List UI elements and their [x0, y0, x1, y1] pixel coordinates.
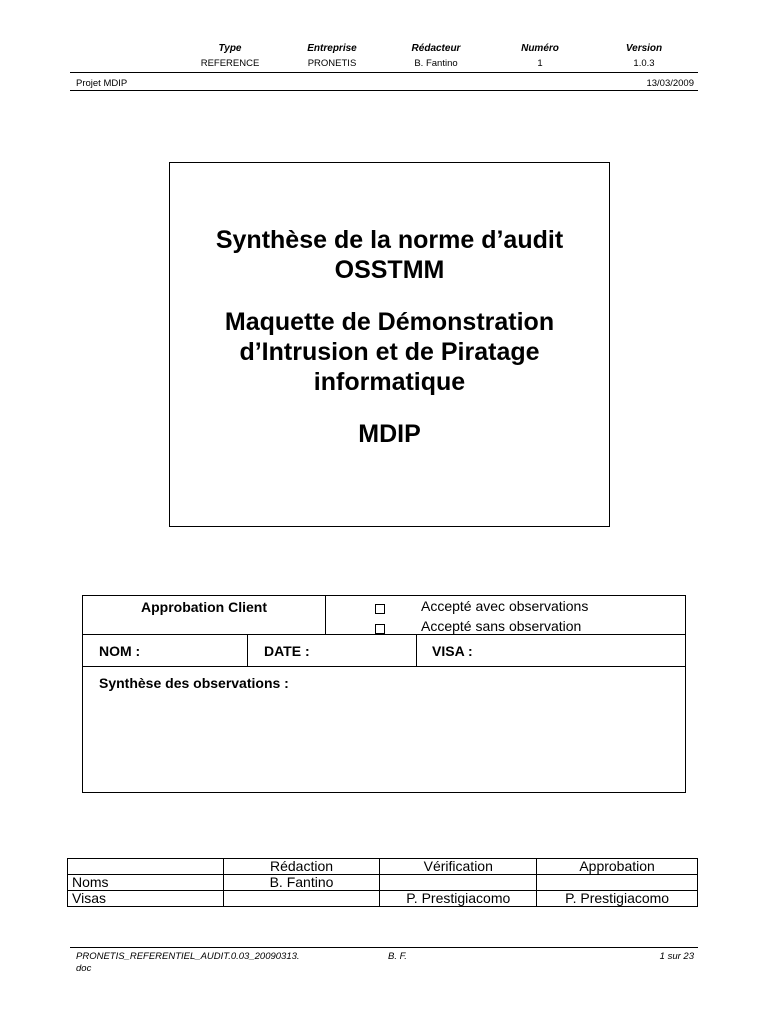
observations-label: Synthèse des observations :: [99, 675, 289, 691]
title-line-6: MDIP: [358, 420, 421, 448]
header-label-numero: Numéro: [521, 43, 559, 54]
footer-filename: [76, 951, 300, 975]
date-label: DATE :: [264, 643, 310, 659]
header-value-redacteur: B. Fantino: [414, 58, 458, 69]
table-cell: B. Fantino: [223, 875, 380, 891]
row-label-visas: Visas: [68, 891, 224, 907]
header-project: Projet MDIP: [76, 78, 128, 89]
approval-divider: [416, 634, 417, 666]
table-row: [68, 875, 698, 891]
footer-page-number: 1 sur 23: [659, 951, 694, 962]
title-line-3: Maquette de Démonstration: [224, 308, 555, 336]
footer-rule: [70, 947, 698, 948]
header-label-entreprise: Entreprise: [307, 43, 357, 54]
approval-client-label: Approbation Client: [141, 599, 267, 615]
table-cell: P. Prestigiacomo: [537, 891, 698, 907]
footer-author: B. F.: [388, 951, 407, 962]
table-header-redaction: Rédaction: [223, 859, 380, 875]
header-rule-top: [70, 72, 698, 73]
nom-label: NOM :: [99, 643, 141, 659]
footer-filename-line2: doc: [76, 963, 92, 974]
table-header-approbation: Approbation: [537, 859, 698, 875]
title-line-2: OSSTMM: [334, 256, 445, 284]
title-line-4: d’Intrusion et de Piratage: [239, 338, 540, 366]
header-value-numero: 1: [537, 58, 543, 69]
header-value-type: REFERENCE: [200, 58, 260, 69]
header-label-redacteur: Rédacteur: [411, 43, 461, 54]
checkbox-accepte-sans[interactable]: [375, 621, 385, 639]
header-label-type: Type: [218, 43, 242, 54]
title-line-5: informatique: [313, 368, 466, 396]
option-accepte-sans-label: Accepté sans observation: [421, 618, 582, 634]
table-cell: [380, 875, 537, 891]
approval-table: [82, 595, 686, 793]
header-rule-bottom: [70, 90, 698, 91]
title-line-1: Synthèse de la norme d’audit: [215, 226, 564, 254]
approval-divider: [83, 666, 685, 667]
checkbox-accepte-avec[interactable]: [375, 601, 385, 619]
table-cell: P. Prestigiacomo: [380, 891, 537, 907]
table-row: [68, 891, 698, 907]
approval-divider: [325, 596, 326, 634]
signature-table: [67, 858, 698, 907]
header-date: 13/03/2009: [646, 78, 694, 89]
table-cell: [537, 875, 698, 891]
table-header-verification: Vérification: [380, 859, 537, 875]
approval-divider: [247, 634, 248, 666]
title-box: [169, 162, 610, 527]
table-row: [68, 859, 698, 875]
header-value-entreprise: PRONETIS: [307, 58, 357, 69]
row-label-noms: Noms: [68, 875, 224, 891]
table-cell: [68, 859, 224, 875]
header-label-version: Version: [625, 43, 663, 54]
table-cell: [223, 891, 380, 907]
option-accepte-avec-label: Accepté avec observations: [421, 598, 589, 614]
header-value-version: 1.0.3: [633, 58, 655, 69]
footer-filename-line1: PRONETIS_REFERENTIEL_AUDIT.0.03_20090313.: [76, 951, 300, 962]
visa-label: VISA :: [432, 643, 473, 659]
